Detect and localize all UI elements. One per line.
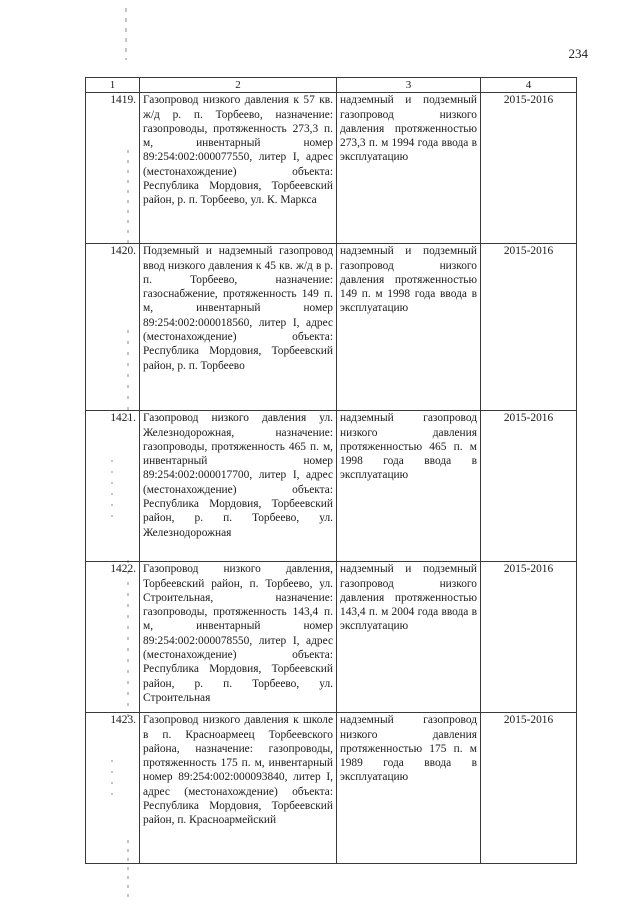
table-row [86,93,577,244]
table-row [86,562,577,713]
table-row [86,411,577,562]
object-characteristics: надземный газопровод низкого давления протяженностью 175 п. м 1989 года ввода в эксплуатацию [337,713,481,864]
object-characteristics: надземный и подземный газопровод низкого давления протяженностью 143,4 п. м 2004 года ввода в эксплуатацию [337,562,481,713]
object-characteristics: надземный газопровод низкого давления протяженностью 465 п. м 1998 года ввода в эксплуатацию [337,411,481,562]
object-characteristics: надземный и подземный газопровод низкого давления протяженностью 149 п. м 1998 года ввода в эксплуатацию [337,244,481,411]
object-description: Газопровод низкого давления ул. Железнодорожная, назначение: газопроводы, протяженность 465 п. м, инвентарный номер 89:254:002:000017700, литер I, адрес (местонахождение) объекта: Республика Мордовия, Торбеевский район, р. п. Торбеево, ул. Железнодорожная [140,411,337,562]
period: 2015-2016 [481,244,577,411]
row-number: 1421. [86,411,140,562]
period: 2015-2016 [481,411,577,562]
header-row [86,78,577,93]
period: 2015-2016 [481,93,577,244]
period: 2015-2016 [481,713,577,864]
object-description: Подземный и надземный газопровод ввод низкого давления к 45 кв. ж/д в р. п. Торбеево, назначение: газоснабжение, протяженность 149 п. м, инвентарный номер 89:254:002:000018560, литер I, адрес (местонахождение) объекта: Республика Мордовия, Торбеевский район, р. п. Торбеево [140,244,337,411]
row-number: 1423. [86,713,140,864]
object-description: Газопровод низкого давления, Торбеевский район, п. Торбеево, ул. Строительная, назначение: газопроводы, протяженность 143,4 п. м, инвентарный номер 89:254:002:000078550, литер I, адрес (местонахождение) объекта: Республика Мордовия, Торбеевский район, р. п. Торбеево, ул. Строительная [140,562,337,713]
page-number: 234 [568,46,588,61]
table-row [86,713,577,864]
register-table [85,77,577,864]
object-characteristics: надземный и подземный газопровод низкого давления протяженностью 273,3 п. м 1994 года ввода в эксплуатацию [337,93,481,244]
object-description: Газопровод низкого давления к 57 кв. ж/д р. п. Торбеево, назначение: газопроводы, протяженность 273,3 п. м, инвентарный номер 89:254:002:000077550, литер I, адрес (местонахождение) объекта: Республика Мордовия, Торбеевский район, р. п. Торбеево, ул. К. Маркса [140,93,337,244]
row-number: 1419. [86,93,140,244]
object-description: Газопровод низкого давления к школе в п. Красноармеец Торбеевского района, назначение: газопроводы, протяженность 175 п. м, инвентарный номер 89:254:002:000093840, литер I, адрес (местонахождение) объекта: Республика Мордовия, Торбеевский район, п. Красноармейский [140,713,337,864]
header-cell: 4 [481,78,577,93]
row-number: 1422. [86,562,140,713]
period: 2015-2016 [481,562,577,713]
header-cell: 3 [337,78,481,93]
header-cell: 2 [140,78,337,93]
header-cell: 1 [86,78,140,93]
row-number: 1420. [86,244,140,411]
table-row [86,244,577,411]
